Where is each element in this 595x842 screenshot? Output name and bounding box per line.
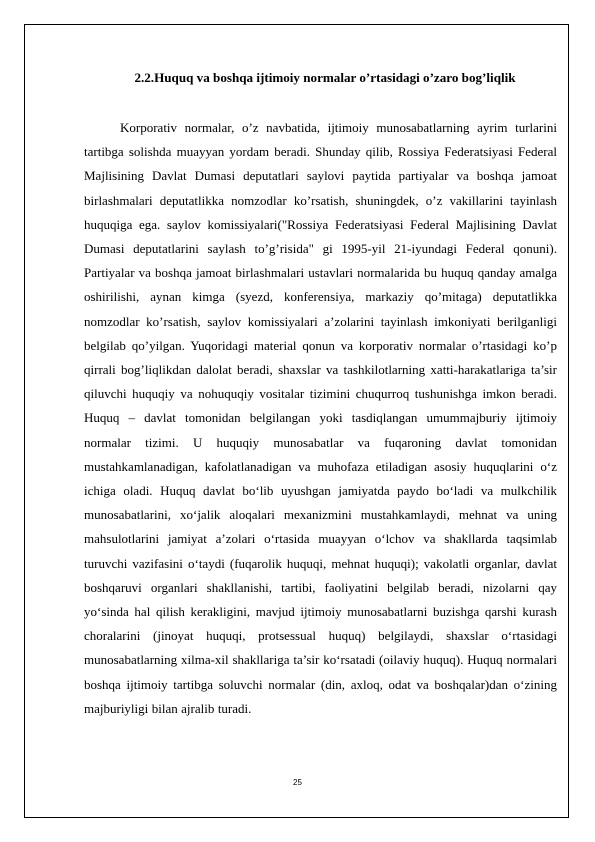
section-heading: 2.2.Huquq va boshqa ijtimoiy normalar o’rtasidagi o’zaro bog’liqlik (134, 70, 516, 85)
body-paragraph: Korporativ normalar, o’z navbatida, ijtimoiy munosabatlarning ayrim turlarini tartibga solishda muayyan yordam beradi. Shunday qilib, Rossiya Federatsiyasi Federal Majlisining Davlat Dumasi deputatlari saylovi paytida partiyalar va boshqa jamoat birlashmalari deputatlikka nomzodlar ko’rsatish, shuningdek, o’z vakillarini tayinlash huquqiga ega. saylov komissiyalari("Rossiya Federatsiyasi Federal Majlisining Davlat Dumasi deputatlarini saylash to’g’risida" gi 1995-yil 21-iyundagi Federal qonuni). Partiyalar va boshqa jamoat birlashmalari ustavlari normalarida bu huquq qanday amalga oshirilishi, aynan kimga (syezd, konferensiya, markaziy qo’mitaga) deputatlikka nomzodlar ko’rsatish, saylov komissiyalari a’zolarini tayinlash imkoniyati berilganligi belgilab qo’yilgan. Yuqoridagi material qonun va korporativ normalar o’rtasidagi ko’p qirrali bog’liqlikdan dalolat beradi, shaxslar va tashkilotlarning xatti-harakatlariga ta’sir qiluvchi huquqiy va nohuquqiy vositalar tizimini chuqurroq tushunishga imkon beradi. Huquq – davlat tomonidan belgilangan yoki tasdiqlangan umummajburiy ijtimoiy normalar tizimi. U huquqiy munosabatlar va fuqaroning davlat tomonidan mustahkamlanadigan, kafolatlanadigan va muhofaza etiladigan asosiy huquqlarini o‘z ichiga oladi. Huquq davlat bo‘lib uyushgan jamiyatda paydo bo‘ladi va mulkchilik munosabatlarini, xo‘jalik aloqalari mexanizmini mustahkamlaydi, mehnat va uning mahsulotlarini jamiyat a’zolari o‘rtasida muayyan o‘lchov va shakllarda taqsimlab turuvchi vazifasini o‘taydi (fuqarolik huquqi, mehnat huquqi); vakolatli organlar, davlat boshqaruvi organlari shakllanishi, tartibi, faoliyatini belgilab beradi, nizolarni qay yo‘sinda hal qilish kerakligini, mavjud ijtimoiy munosabatlarni buzishga qarshi kurash choralarini (jinoyat huquqi, protsessual huquq) belgilaydi, shaxslar o‘rtasidagi munosabatlarning xilma-xil shakllariga ta’sir ko‘rsatadi (oilaviy huquq). Huquq normalari boshqa ijtimoiy tartibga soluvchi normalar (din, axloq, odat va boshqalar)dan o‘zining majburiyligi bilan ajralib turadi. (84, 120, 557, 716)
page-number: 25 (293, 778, 302, 787)
